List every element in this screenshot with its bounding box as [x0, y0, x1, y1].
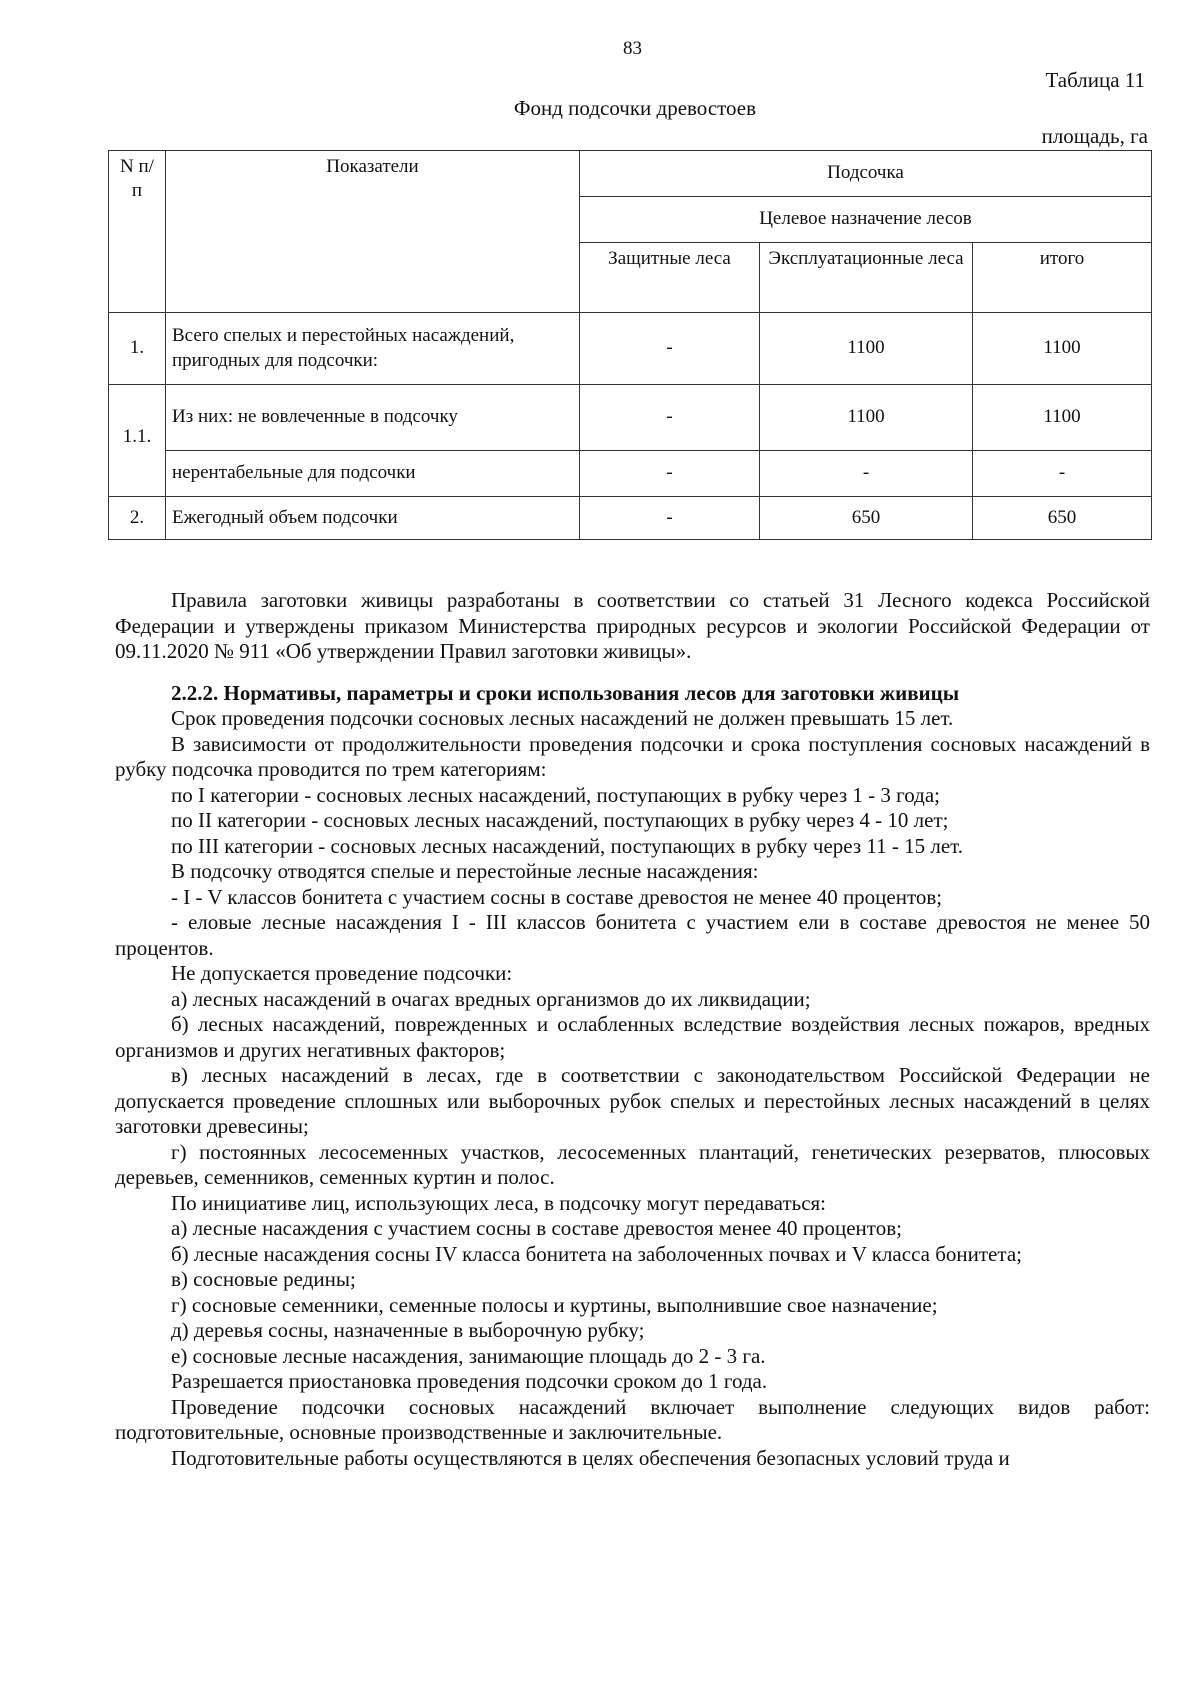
- list-item: а) лесные насаждения с участием сосны в составе древостоя менее 40 процентов;: [171, 1216, 902, 1240]
- row-label: Всего спелых и перестойных насаждений, пригодных для подсочки:: [166, 313, 580, 385]
- header-group: Подсочка: [580, 151, 1152, 197]
- paragraph: Разрешается приостановка проведения подсочки сроком до 1 года.: [171, 1369, 768, 1393]
- table-row: [109, 385, 1152, 451]
- list-item: - I - V классов бонитета с участием сосны в составе древостоя не менее 40 процентов;: [171, 884, 943, 909]
- paragraph: Срок проведения подсочки сосновых лесных насаждений не должен превышать 15 лет.: [171, 706, 954, 730]
- row-value-protective: -: [580, 497, 760, 540]
- row-num: 2.: [109, 497, 166, 540]
- list-item: е) сосновые лесные насаждения, занимающие площадь до 2 - 3 га.: [171, 1343, 766, 1368]
- row-value-protective: -: [580, 451, 760, 497]
- row-value-total: -: [973, 451, 1152, 497]
- paragraph: В зависимости от продолжительности проведения подсочки и срока поступления сосновых насаждений в рубку подсочка проводится по трем категориям:: [115, 731, 1150, 781]
- list-item: б) лесные насаждения сосны IV класса бонитета на заболоченных почвах и V класса бонитета;: [171, 1241, 1022, 1266]
- list-item: г) постоянных лесосеменных участков, лесосеменных плантаций, генетических резерватов, плюсовых деревьев, семенников, семенных куртин и полос.: [115, 1139, 1150, 1189]
- row-value-total: 1100: [973, 313, 1152, 385]
- table-row: [109, 451, 1152, 497]
- row-num: 1.1.: [109, 385, 166, 497]
- row-value-total: 650: [973, 497, 1152, 540]
- row-value-operational: 1100: [760, 385, 973, 451]
- row-value-protective: -: [580, 385, 760, 451]
- list-item: а) лесных насаждений в очагах вредных организмов до их ликвидации;: [171, 986, 811, 1011]
- header-col-total: итого: [973, 243, 1152, 313]
- header-col-operational: Эксплуатационные леса: [760, 243, 973, 313]
- list-item: в) сосновые редины;: [171, 1267, 356, 1291]
- unit-label: площадь, га: [1041, 124, 1148, 148]
- paragraph: В подсочку отводятся спелые и перестойные лесные насаждения:: [171, 859, 759, 883]
- paragraph: Подготовительные работы осуществляются в целях обеспечения безопасных условий труда и: [171, 1445, 1010, 1470]
- row-label: Из них: не вовлеченные в подсочку: [166, 385, 580, 451]
- list-item: б) лесных насаждений, поврежденных и ослабленных вследствие воздействия лесных пожаров, вредных организмов и других негативных факторов;: [115, 1012, 1150, 1062]
- list-item: д) деревья сосны, назначенные в выборочную рубку;: [171, 1318, 645, 1342]
- list-item: по III категории - сосновых лесных насаждений, поступающих в рубку через 11 - 15 лет.: [171, 833, 964, 858]
- paragraph: Правила заготовки живицы разработаны в соответствии со статьей 31 Лесного кодекса Российской Федерации и утверждены приказом Министерства природных ресурсов и экологии Российской Федерации от 09.11.2020 № 911 «Об утверждении Правил заготовки живицы».: [115, 588, 1150, 663]
- header-col-protective: Защитные леса: [580, 243, 760, 313]
- header-indicators: Показатели: [166, 151, 580, 313]
- header-subgroup: Целевое назначение лесов: [580, 197, 1152, 243]
- list-item: по I категории - сосновых лесных насаждений, поступающих в рубку через 1 - 3 года;: [171, 782, 940, 807]
- table-row: [109, 313, 1152, 385]
- table-title: Фонд подсочки древостоев: [513, 96, 757, 120]
- paragraph: По инициативе лиц, использующих леса, в подсочку могут передаваться:: [171, 1190, 827, 1215]
- row-value-protective: -: [580, 313, 760, 385]
- row-value-total: 1100: [973, 385, 1152, 451]
- body-text: [115, 588, 1150, 1471]
- list-item: - еловые лесные насаждения I - III классов бонитета с участием ели в составе древостоя не менее 50 процентов.: [115, 910, 1150, 960]
- list-item: в) лесных насаждений в лесах, где в соответствии с законодательством Российской Федерации не допускается проведение сплошных или выборочных рубок спелых и перестойных лесных насаждений в целях заготовки древесины;: [115, 1063, 1150, 1138]
- list-item: по II категории - сосновых лесных насаждений, поступающих в рубку через 4 - 10 лет;: [171, 808, 949, 832]
- row-value-operational: 1100: [760, 313, 973, 385]
- row-value-operational: 650: [760, 497, 973, 540]
- row-num: 1.: [109, 313, 166, 385]
- table-label: Таблица 11: [1045, 68, 1145, 92]
- row-value-operational: -: [760, 451, 973, 497]
- table-row: [109, 497, 1152, 540]
- header-num: N п/п: [109, 151, 166, 313]
- paragraph: Проведение подсочки сосновых насаждений включает выполнение следующих видов работ: подготовительные, основные производственные и заключительные.: [115, 1394, 1150, 1444]
- resin-fund-table: [108, 150, 1152, 540]
- list-item: г) сосновые семенники, семенные полосы и куртины, выполнившие свое назначение;: [171, 1292, 938, 1317]
- paragraph: Не допускается проведение подсочки:: [171, 961, 513, 985]
- page-number: 83: [623, 38, 642, 59]
- row-label: нерентабельные для подсочки: [166, 451, 580, 497]
- section-heading: 2.2.2. Нормативы, параметры и сроки использования лесов для заготовки живицы: [171, 680, 960, 705]
- row-label: Ежегодный объем подсочки: [166, 497, 580, 540]
